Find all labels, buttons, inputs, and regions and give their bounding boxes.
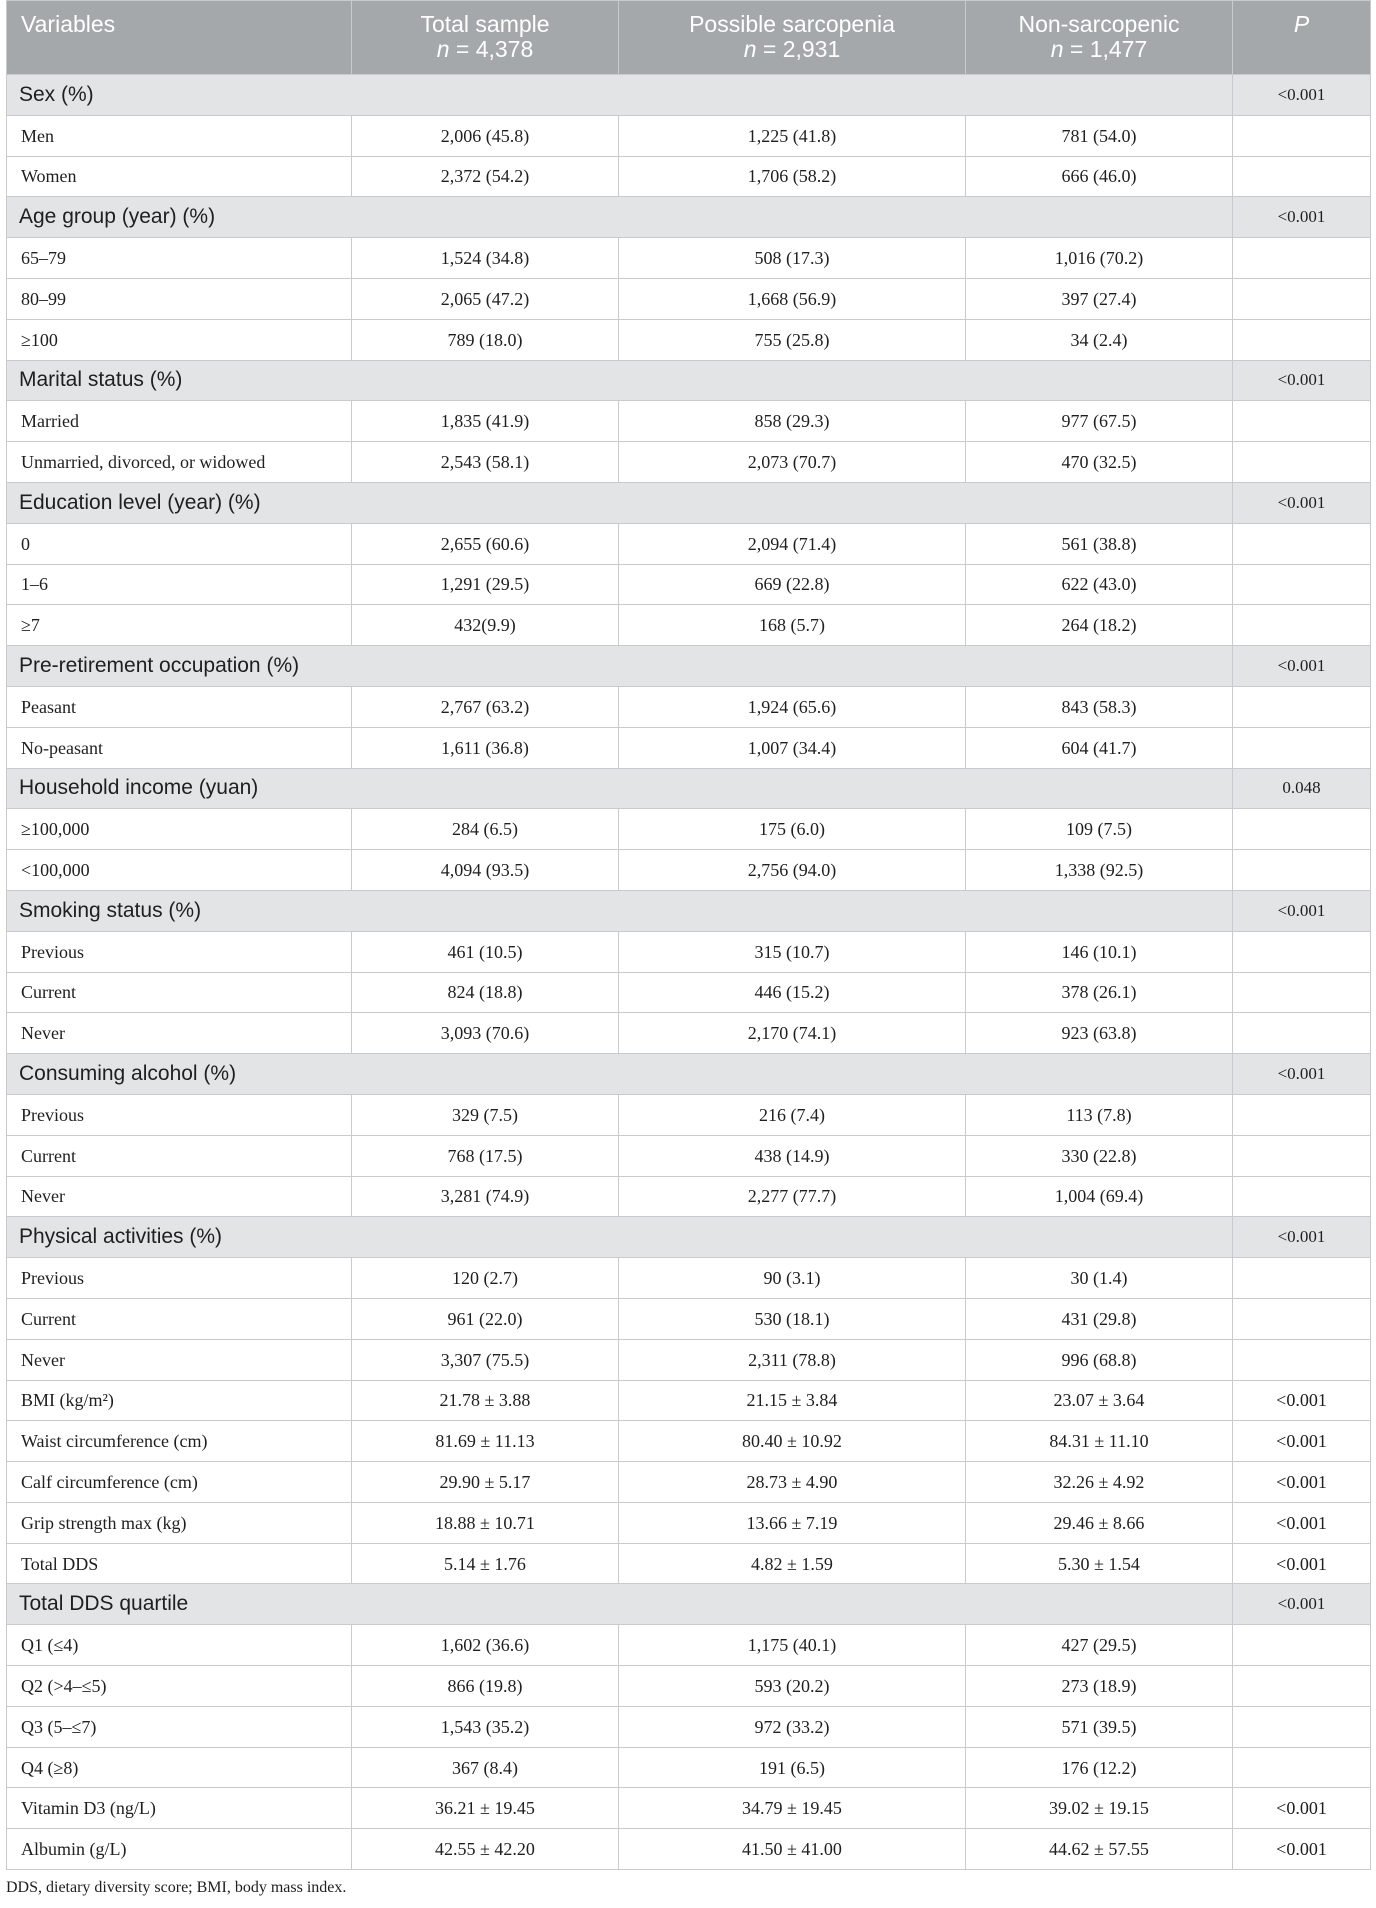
possible-sarcopenia-cell: 315 (10.7) bbox=[619, 931, 966, 972]
p-value-cell: <0.001 bbox=[1233, 1217, 1371, 1258]
p-value-cell bbox=[1233, 1176, 1371, 1217]
column-title: Total sample bbox=[420, 11, 550, 37]
p-value-cell bbox=[1233, 1298, 1371, 1339]
p-value-cell bbox=[1233, 1135, 1371, 1176]
row-label: ≥100 bbox=[7, 319, 352, 360]
possible-sarcopenia-cell: 2,756 (94.0) bbox=[619, 850, 966, 891]
table-row bbox=[7, 1298, 1371, 1339]
non-sarcopenic-cell: 32.26 ± 4.92 bbox=[966, 1462, 1233, 1503]
table-row bbox=[7, 1380, 1371, 1421]
total-sample-cell: 961 (22.0) bbox=[352, 1298, 619, 1339]
possible-sarcopenia-cell: 216 (7.4) bbox=[619, 1094, 966, 1135]
possible-sarcopenia-cell: 438 (14.9) bbox=[619, 1135, 966, 1176]
possible-sarcopenia-cell: 1,668 (56.9) bbox=[619, 278, 966, 319]
non-sarcopenic-cell: 113 (7.8) bbox=[966, 1094, 1233, 1135]
possible-sarcopenia-cell: 90 (3.1) bbox=[619, 1258, 966, 1299]
p-value-cell bbox=[1233, 401, 1371, 442]
n-symbol: n bbox=[436, 36, 450, 62]
p-value-cell: <0.001 bbox=[1233, 197, 1371, 238]
non-sarcopenic-cell: 470 (32.5) bbox=[966, 442, 1233, 483]
non-sarcopenic-cell: 378 (26.1) bbox=[966, 972, 1233, 1013]
table-container bbox=[6, 0, 1370, 1898]
total-sample-cell: 36.21 ± 19.45 bbox=[352, 1788, 619, 1829]
section-label: Pre-retirement occupation (%) bbox=[7, 646, 1233, 687]
row-label: Married bbox=[7, 401, 352, 442]
total-sample-cell: 4,094 (93.5) bbox=[352, 850, 619, 891]
row-label: Grip strength max (kg) bbox=[7, 1502, 352, 1543]
header-row bbox=[7, 1, 1371, 75]
row-label: Previous bbox=[7, 1258, 352, 1299]
table-row bbox=[7, 1788, 1371, 1829]
possible-sarcopenia-cell: 2,094 (71.4) bbox=[619, 523, 966, 564]
p-value-cell bbox=[1233, 1258, 1371, 1299]
column-n bbox=[358, 37, 612, 62]
row-label: Women bbox=[7, 156, 352, 197]
variables-header: Variables bbox=[7, 1, 352, 75]
row-label: Never bbox=[7, 1176, 352, 1217]
non-sarcopenic-cell: 273 (18.9) bbox=[966, 1666, 1233, 1707]
possible-sarcopenia-cell: 2,277 (77.7) bbox=[619, 1176, 966, 1217]
non-sarcopenic-cell: 996 (68.8) bbox=[966, 1339, 1233, 1380]
section-row bbox=[7, 768, 1371, 809]
total-sample-cell: 81.69 ± 11.13 bbox=[352, 1421, 619, 1462]
total-sample-cell: 2,655 (60.6) bbox=[352, 523, 619, 564]
row-label: Peasant bbox=[7, 686, 352, 727]
possible-sarcopenia-cell: 168 (5.7) bbox=[619, 605, 966, 646]
p-value-cell bbox=[1233, 809, 1371, 850]
non-sarcopenic-cell: 30 (1.4) bbox=[966, 1258, 1233, 1299]
p-value-cell bbox=[1233, 1706, 1371, 1747]
non-sarcopenic-cell: 427 (29.5) bbox=[966, 1625, 1233, 1666]
table-row bbox=[7, 1339, 1371, 1380]
p-value-cell bbox=[1233, 686, 1371, 727]
table-row bbox=[7, 1421, 1371, 1462]
total-sample-cell: 1,524 (34.8) bbox=[352, 238, 619, 279]
section-label: Marital status (%) bbox=[7, 360, 1233, 401]
p-value-cell: <0.001 bbox=[1233, 1829, 1371, 1870]
row-label: Q3 (5–≤7) bbox=[7, 1706, 352, 1747]
total-sample-cell: 3,281 (74.9) bbox=[352, 1176, 619, 1217]
total-sample-cell: 824 (18.8) bbox=[352, 972, 619, 1013]
possible-sarcopenia-cell: 530 (18.1) bbox=[619, 1298, 966, 1339]
p-value-cell: <0.001 bbox=[1233, 646, 1371, 687]
p-value-cell: <0.001 bbox=[1233, 360, 1371, 401]
p-value-cell bbox=[1233, 605, 1371, 646]
possible-sarcopenia-cell: 175 (6.0) bbox=[619, 809, 966, 850]
section-row bbox=[7, 1217, 1371, 1258]
p-value-cell: <0.001 bbox=[1233, 890, 1371, 931]
row-label: Previous bbox=[7, 1094, 352, 1135]
row-label: 1–6 bbox=[7, 564, 352, 605]
table-row bbox=[7, 1543, 1371, 1584]
total-sample-cell: 1,291 (29.5) bbox=[352, 564, 619, 605]
table-row bbox=[7, 156, 1371, 197]
non-sarcopenic-cell: 146 (10.1) bbox=[966, 931, 1233, 972]
table-row bbox=[7, 1258, 1371, 1299]
non-sarcopenic-cell: 781 (54.0) bbox=[966, 115, 1233, 156]
non-sarcopenic-cell: 1,338 (92.5) bbox=[966, 850, 1233, 891]
possible-sarcopenia-cell: 1,007 (34.4) bbox=[619, 727, 966, 768]
row-label: Albumin (g/L) bbox=[7, 1829, 352, 1870]
p-value-cell: <0.001 bbox=[1233, 1421, 1371, 1462]
p-value-cell bbox=[1233, 115, 1371, 156]
row-label: Q2 (>4–≤5) bbox=[7, 1666, 352, 1707]
row-label: BMI (kg/m²) bbox=[7, 1380, 352, 1421]
table-row bbox=[7, 564, 1371, 605]
p-value-cell bbox=[1233, 727, 1371, 768]
total-sample-cell: 1,602 (36.6) bbox=[352, 1625, 619, 1666]
row-label: 0 bbox=[7, 523, 352, 564]
possible-sarcopenia-cell: 2,073 (70.7) bbox=[619, 442, 966, 483]
table-row bbox=[7, 809, 1371, 850]
table-row bbox=[7, 1135, 1371, 1176]
section-label: Education level (year) (%) bbox=[7, 482, 1233, 523]
non-sarcopenic-cell: 44.62 ± 57.55 bbox=[966, 1829, 1233, 1870]
n-value: = 1,477 bbox=[1069, 36, 1148, 62]
row-label: Never bbox=[7, 1013, 352, 1054]
p-value-cell bbox=[1233, 564, 1371, 605]
column-n bbox=[625, 37, 959, 62]
p-value-cell bbox=[1233, 1625, 1371, 1666]
n-symbol: n bbox=[743, 36, 757, 62]
non-sarcopenic-cell: 39.02 ± 19.15 bbox=[966, 1788, 1233, 1829]
possible-sarcopenia-cell: 1,706 (58.2) bbox=[619, 156, 966, 197]
total-sample-cell: 768 (17.5) bbox=[352, 1135, 619, 1176]
non-sarcopenic-cell: 1,004 (69.4) bbox=[966, 1176, 1233, 1217]
p-value-cell: <0.001 bbox=[1233, 75, 1371, 116]
row-label: Total DDS bbox=[7, 1543, 352, 1584]
total-sample-cell: 1,543 (35.2) bbox=[352, 1706, 619, 1747]
possible-sarcopenia-cell: 2,170 (74.1) bbox=[619, 1013, 966, 1054]
section-label: Sex (%) bbox=[7, 75, 1233, 116]
p-value-cell: <0.001 bbox=[1233, 1502, 1371, 1543]
section-row bbox=[7, 890, 1371, 931]
table-row bbox=[7, 727, 1371, 768]
possible-sarcopenia-cell: 13.66 ± 7.19 bbox=[619, 1502, 966, 1543]
total-sample-cell: 3,307 (75.5) bbox=[352, 1339, 619, 1380]
row-label: Current bbox=[7, 972, 352, 1013]
non-sarcopenic-cell: 843 (58.3) bbox=[966, 686, 1233, 727]
p-value-cell: 0.048 bbox=[1233, 768, 1371, 809]
p-symbol: P bbox=[1293, 11, 1310, 37]
possible-sarcopenia-cell: 1,924 (65.6) bbox=[619, 686, 966, 727]
possible-sarcopenia-header bbox=[619, 1, 966, 75]
row-label: ≥100,000 bbox=[7, 809, 352, 850]
row-label: Unmarried, divorced, or widowed bbox=[7, 442, 352, 483]
non-sarcopenic-cell: 84.31 ± 11.10 bbox=[966, 1421, 1233, 1462]
p-value-cell bbox=[1233, 1013, 1371, 1054]
n-value: = 4,378 bbox=[455, 36, 534, 62]
column-n bbox=[972, 37, 1226, 62]
p-value-cell: <0.001 bbox=[1233, 1380, 1371, 1421]
column-title: Non-sarcopenic bbox=[1018, 11, 1180, 37]
non-sarcopenic-cell: 109 (7.5) bbox=[966, 809, 1233, 850]
total-sample-header bbox=[352, 1, 619, 75]
section-row bbox=[7, 197, 1371, 238]
table-body bbox=[7, 75, 1371, 1870]
table-row bbox=[7, 1462, 1371, 1503]
column-title: Possible sarcopenia bbox=[689, 11, 895, 37]
table-row bbox=[7, 1706, 1371, 1747]
characteristics-table bbox=[6, 0, 1371, 1870]
total-sample-cell: 284 (6.5) bbox=[352, 809, 619, 850]
p-header bbox=[1233, 1, 1371, 75]
possible-sarcopenia-cell: 1,225 (41.8) bbox=[619, 115, 966, 156]
table-row bbox=[7, 442, 1371, 483]
total-sample-cell: 2,767 (63.2) bbox=[352, 686, 619, 727]
row-label: <100,000 bbox=[7, 850, 352, 891]
row-label: Never bbox=[7, 1339, 352, 1380]
total-sample-cell: 18.88 ± 10.71 bbox=[352, 1502, 619, 1543]
section-row bbox=[7, 1054, 1371, 1095]
table-row bbox=[7, 1747, 1371, 1788]
total-sample-cell: 120 (2.7) bbox=[352, 1258, 619, 1299]
non-sarcopenic-cell: 622 (43.0) bbox=[966, 564, 1233, 605]
possible-sarcopenia-cell: 80.40 ± 10.92 bbox=[619, 1421, 966, 1462]
section-row bbox=[7, 1584, 1371, 1625]
non-sarcopenic-cell: 397 (27.4) bbox=[966, 278, 1233, 319]
non-sarcopenic-cell: 176 (12.2) bbox=[966, 1747, 1233, 1788]
p-value-cell: <0.001 bbox=[1233, 1462, 1371, 1503]
total-sample-cell: 461 (10.5) bbox=[352, 931, 619, 972]
possible-sarcopenia-cell: 2,311 (78.8) bbox=[619, 1339, 966, 1380]
table-row bbox=[7, 1666, 1371, 1707]
possible-sarcopenia-cell: 593 (20.2) bbox=[619, 1666, 966, 1707]
table-row bbox=[7, 1094, 1371, 1135]
section-label: Age group (year) (%) bbox=[7, 197, 1233, 238]
table-footnote: DDS, dietary diversity score; BMI, body mass index. bbox=[6, 1879, 347, 1897]
table-row bbox=[7, 278, 1371, 319]
p-value-cell: <0.001 bbox=[1233, 1788, 1371, 1829]
section-row bbox=[7, 646, 1371, 687]
p-value-cell: <0.001 bbox=[1233, 1543, 1371, 1584]
possible-sarcopenia-cell: 191 (6.5) bbox=[619, 1747, 966, 1788]
non-sarcopenic-cell: 34 (2.4) bbox=[966, 319, 1233, 360]
table-row bbox=[7, 238, 1371, 279]
table-row bbox=[7, 1013, 1371, 1054]
table-row bbox=[7, 1625, 1371, 1666]
section-label: Physical activities (%) bbox=[7, 1217, 1233, 1258]
table-row bbox=[7, 931, 1371, 972]
row-label: 65–79 bbox=[7, 238, 352, 279]
total-sample-cell: 1,835 (41.9) bbox=[352, 401, 619, 442]
possible-sarcopenia-cell: 972 (33.2) bbox=[619, 1706, 966, 1747]
section-row bbox=[7, 482, 1371, 523]
non-sarcopenic-cell: 23.07 ± 3.64 bbox=[966, 1380, 1233, 1421]
total-sample-cell: 2,543 (58.1) bbox=[352, 442, 619, 483]
non-sarcopenic-cell: 330 (22.8) bbox=[966, 1135, 1233, 1176]
p-value-cell bbox=[1233, 238, 1371, 279]
non-sarcopenic-cell: 431 (29.8) bbox=[966, 1298, 1233, 1339]
row-label: No-peasant bbox=[7, 727, 352, 768]
p-value-cell bbox=[1233, 278, 1371, 319]
section-row bbox=[7, 75, 1371, 116]
row-label: Vitamin D3 (ng/L) bbox=[7, 1788, 352, 1829]
possible-sarcopenia-cell: 669 (22.8) bbox=[619, 564, 966, 605]
row-label: 80–99 bbox=[7, 278, 352, 319]
non-sarcopenic-cell: 264 (18.2) bbox=[966, 605, 1233, 646]
non-sarcopenic-cell: 666 (46.0) bbox=[966, 156, 1233, 197]
total-sample-cell: 2,065 (47.2) bbox=[352, 278, 619, 319]
total-sample-cell: 42.55 ± 42.20 bbox=[352, 1829, 619, 1870]
p-value-cell bbox=[1233, 156, 1371, 197]
total-sample-cell: 2,372 (54.2) bbox=[352, 156, 619, 197]
possible-sarcopenia-cell: 858 (29.3) bbox=[619, 401, 966, 442]
p-value-cell bbox=[1233, 1747, 1371, 1788]
possible-sarcopenia-cell: 21.15 ± 3.84 bbox=[619, 1380, 966, 1421]
p-value-cell bbox=[1233, 442, 1371, 483]
p-value-cell: <0.001 bbox=[1233, 1054, 1371, 1095]
section-label: Consuming alcohol (%) bbox=[7, 1054, 1233, 1095]
non-sarcopenic-cell: 977 (67.5) bbox=[966, 401, 1233, 442]
total-sample-cell: 1,611 (36.8) bbox=[352, 727, 619, 768]
row-label: Q1 (≤4) bbox=[7, 1625, 352, 1666]
non-sarcopenic-cell: 5.30 ± 1.54 bbox=[966, 1543, 1233, 1584]
total-sample-cell: 5.14 ± 1.76 bbox=[352, 1543, 619, 1584]
row-label: Waist circumference (cm) bbox=[7, 1421, 352, 1462]
row-label: ≥7 bbox=[7, 605, 352, 646]
possible-sarcopenia-cell: 4.82 ± 1.59 bbox=[619, 1543, 966, 1584]
table-row bbox=[7, 401, 1371, 442]
total-sample-cell: 3,093 (70.6) bbox=[352, 1013, 619, 1054]
p-value-cell: <0.001 bbox=[1233, 1584, 1371, 1625]
non-sarcopenic-cell: 923 (63.8) bbox=[966, 1013, 1233, 1054]
non-sarcopenic-cell: 561 (38.8) bbox=[966, 523, 1233, 564]
possible-sarcopenia-cell: 28.73 ± 4.90 bbox=[619, 1462, 966, 1503]
total-sample-cell: 29.90 ± 5.17 bbox=[352, 1462, 619, 1503]
total-sample-cell: 329 (7.5) bbox=[352, 1094, 619, 1135]
possible-sarcopenia-cell: 508 (17.3) bbox=[619, 238, 966, 279]
table-row bbox=[7, 319, 1371, 360]
non-sarcopenic-cell: 29.46 ± 8.66 bbox=[966, 1502, 1233, 1543]
possible-sarcopenia-cell: 41.50 ± 41.00 bbox=[619, 1829, 966, 1870]
section-label: Total DDS quartile bbox=[7, 1584, 1233, 1625]
total-sample-cell: 2,006 (45.8) bbox=[352, 115, 619, 156]
n-symbol: n bbox=[1050, 36, 1064, 62]
non-sarcopenic-cell: 1,016 (70.2) bbox=[966, 238, 1233, 279]
possible-sarcopenia-cell: 755 (25.8) bbox=[619, 319, 966, 360]
non-sarcopenic-header bbox=[966, 1, 1233, 75]
possible-sarcopenia-cell: 446 (15.2) bbox=[619, 972, 966, 1013]
non-sarcopenic-cell: 571 (39.5) bbox=[966, 1706, 1233, 1747]
possible-sarcopenia-cell: 1,175 (40.1) bbox=[619, 1625, 966, 1666]
table-row bbox=[7, 850, 1371, 891]
p-value-cell bbox=[1233, 972, 1371, 1013]
row-label: Q4 (≥8) bbox=[7, 1747, 352, 1788]
p-value-cell bbox=[1233, 1339, 1371, 1380]
total-sample-cell: 21.78 ± 3.88 bbox=[352, 1380, 619, 1421]
table-row bbox=[7, 1176, 1371, 1217]
table-row bbox=[7, 1829, 1371, 1870]
p-value-cell bbox=[1233, 523, 1371, 564]
total-sample-cell: 866 (19.8) bbox=[352, 1666, 619, 1707]
section-label: Household income (yuan) bbox=[7, 768, 1233, 809]
total-sample-cell: 367 (8.4) bbox=[352, 1747, 619, 1788]
p-value-cell bbox=[1233, 319, 1371, 360]
table-row bbox=[7, 523, 1371, 564]
p-value-cell bbox=[1233, 850, 1371, 891]
row-label: Previous bbox=[7, 931, 352, 972]
section-label: Smoking status (%) bbox=[7, 890, 1233, 931]
total-sample-cell: 432(9.9) bbox=[352, 605, 619, 646]
row-label: Current bbox=[7, 1135, 352, 1176]
table-row bbox=[7, 686, 1371, 727]
possible-sarcopenia-cell: 34.79 ± 19.45 bbox=[619, 1788, 966, 1829]
row-label: Current bbox=[7, 1298, 352, 1339]
table-row bbox=[7, 972, 1371, 1013]
p-value-cell: <0.001 bbox=[1233, 482, 1371, 523]
table-row bbox=[7, 605, 1371, 646]
row-label: Calf circumference (cm) bbox=[7, 1462, 352, 1503]
n-value: = 2,931 bbox=[762, 36, 841, 62]
p-value-cell bbox=[1233, 931, 1371, 972]
p-value-cell bbox=[1233, 1094, 1371, 1135]
section-row bbox=[7, 360, 1371, 401]
p-value-cell bbox=[1233, 1666, 1371, 1707]
total-sample-cell: 789 (18.0) bbox=[352, 319, 619, 360]
table-row bbox=[7, 115, 1371, 156]
non-sarcopenic-cell: 604 (41.7) bbox=[966, 727, 1233, 768]
row-label: Men bbox=[7, 115, 352, 156]
table-row bbox=[7, 1502, 1371, 1543]
